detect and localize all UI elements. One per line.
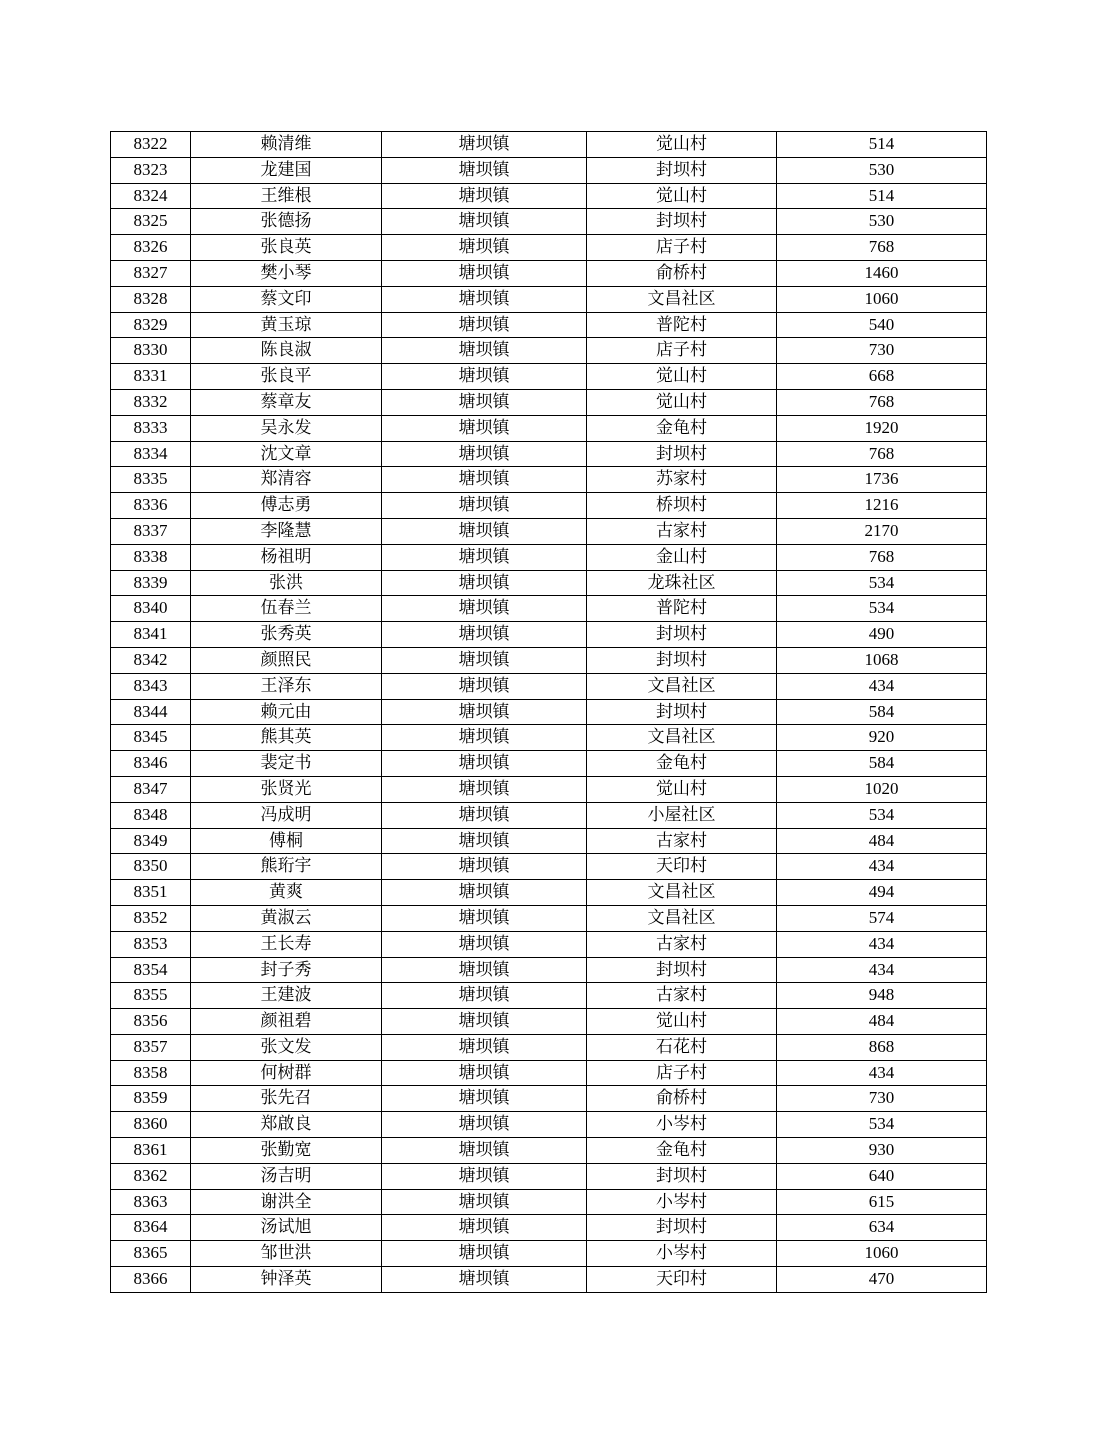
table-cell-id: 8359 (111, 1086, 191, 1112)
table-cell-village: 俞桥村 (587, 260, 777, 286)
table-cell-amount: 540 (777, 312, 987, 338)
table-row (111, 828, 987, 854)
table-row (111, 338, 987, 364)
table-row (111, 725, 987, 751)
table-cell-name: 王建波 (191, 983, 382, 1009)
table-cell-village: 封坝村 (587, 209, 777, 235)
table-cell-village: 文昌社区 (587, 286, 777, 312)
table-cell-village: 天印村 (587, 854, 777, 880)
table-cell-town: 塘坝镇 (382, 1060, 587, 1086)
table-row (111, 1138, 987, 1164)
table-cell-town: 塘坝镇 (382, 415, 587, 441)
table-row (111, 1241, 987, 1267)
table-cell-village: 觉山村 (587, 183, 777, 209)
table-cell-village: 古家村 (587, 518, 777, 544)
table-cell-village: 金龟村 (587, 415, 777, 441)
table-cell-village: 文昌社区 (587, 880, 777, 906)
table-cell-village: 俞桥村 (587, 1086, 777, 1112)
table-cell-village: 石花村 (587, 1034, 777, 1060)
table-cell-name: 蔡章友 (191, 389, 382, 415)
table-row (111, 235, 987, 261)
table-cell-id: 8322 (111, 132, 191, 158)
table-cell-name: 张文发 (191, 1034, 382, 1060)
table-cell-name: 颜祖碧 (191, 1009, 382, 1035)
table-cell-town: 塘坝镇 (382, 1034, 587, 1060)
table-row (111, 880, 987, 906)
table-cell-name: 邹世洪 (191, 1241, 382, 1267)
table-cell-name: 王维根 (191, 183, 382, 209)
table-cell-name: 赖清维 (191, 132, 382, 158)
table-cell-amount: 514 (777, 183, 987, 209)
table-row (111, 622, 987, 648)
table-cell-amount: 530 (777, 209, 987, 235)
table-cell-amount: 634 (777, 1215, 987, 1241)
table-row (111, 802, 987, 828)
table-row (111, 157, 987, 183)
table-cell-id: 8331 (111, 364, 191, 390)
table-cell-name: 傅志勇 (191, 493, 382, 519)
table-cell-town: 塘坝镇 (382, 570, 587, 596)
table-cell-id: 8348 (111, 802, 191, 828)
table-cell-town: 塘坝镇 (382, 776, 587, 802)
table-row (111, 1163, 987, 1189)
table-cell-name: 冯成明 (191, 802, 382, 828)
table-cell-id: 8349 (111, 828, 191, 854)
table-cell-name: 张德扬 (191, 209, 382, 235)
table-cell-village: 封坝村 (587, 1215, 777, 1241)
table-row (111, 183, 987, 209)
table-cell-name: 汤吉明 (191, 1163, 382, 1189)
table-cell-name: 张勤宽 (191, 1138, 382, 1164)
table-cell-id: 8365 (111, 1241, 191, 1267)
table-row (111, 957, 987, 983)
table-cell-village: 店子村 (587, 1060, 777, 1086)
table-cell-amount: 534 (777, 1112, 987, 1138)
table-cell-town: 塘坝镇 (382, 699, 587, 725)
table-cell-town: 塘坝镇 (382, 725, 587, 751)
table-cell-amount: 484 (777, 1009, 987, 1035)
table-row (111, 132, 987, 158)
table-cell-name: 吴永发 (191, 415, 382, 441)
table-cell-name: 谢洪全 (191, 1189, 382, 1215)
table-cell-village: 桥坝村 (587, 493, 777, 519)
table-cell-name: 张良平 (191, 364, 382, 390)
table-cell-name: 张洪 (191, 570, 382, 596)
table-cell-town: 塘坝镇 (382, 518, 587, 544)
table-cell-town: 塘坝镇 (382, 260, 587, 286)
table-cell-amount: 1920 (777, 415, 987, 441)
table-cell-town: 塘坝镇 (382, 596, 587, 622)
table-cell-name: 张先召 (191, 1086, 382, 1112)
table-cell-id: 8333 (111, 415, 191, 441)
table-cell-amount: 1068 (777, 647, 987, 673)
table-cell-name: 汤试旭 (191, 1215, 382, 1241)
table-row (111, 776, 987, 802)
table-cell-village: 小岑村 (587, 1112, 777, 1138)
table-cell-town: 塘坝镇 (382, 312, 587, 338)
table-cell-town: 塘坝镇 (382, 905, 587, 931)
table-cell-town: 塘坝镇 (382, 132, 587, 158)
table-cell-town: 塘坝镇 (382, 493, 587, 519)
table-cell-village: 小岑村 (587, 1189, 777, 1215)
table-row (111, 209, 987, 235)
table-cell-town: 塘坝镇 (382, 338, 587, 364)
table-cell-town: 塘坝镇 (382, 1138, 587, 1164)
table-cell-id: 8323 (111, 157, 191, 183)
table-cell-amount: 1216 (777, 493, 987, 519)
table-cell-town: 塘坝镇 (382, 1267, 587, 1293)
table-cell-town: 塘坝镇 (382, 235, 587, 261)
table-cell-town: 塘坝镇 (382, 880, 587, 906)
table-cell-town: 塘坝镇 (382, 673, 587, 699)
table-row (111, 931, 987, 957)
table-cell-town: 塘坝镇 (382, 1215, 587, 1241)
table-cell-name: 封子秀 (191, 957, 382, 983)
table-cell-name: 张秀英 (191, 622, 382, 648)
table-cell-town: 塘坝镇 (382, 467, 587, 493)
table-row (111, 415, 987, 441)
table-cell-id: 8341 (111, 622, 191, 648)
table-cell-amount: 768 (777, 544, 987, 570)
table-cell-name: 张良英 (191, 235, 382, 261)
table-cell-id: 8325 (111, 209, 191, 235)
table-row (111, 364, 987, 390)
table-cell-amount: 1460 (777, 260, 987, 286)
table-cell-amount: 494 (777, 880, 987, 906)
table-cell-id: 8346 (111, 751, 191, 777)
table-cell-town: 塘坝镇 (382, 751, 587, 777)
table-cell-village: 普陀村 (587, 596, 777, 622)
table-cell-id: 8332 (111, 389, 191, 415)
table-cell-id: 8328 (111, 286, 191, 312)
table-cell-amount: 920 (777, 725, 987, 751)
table-cell-village: 觉山村 (587, 364, 777, 390)
table-row (111, 260, 987, 286)
table-cell-name: 郑啟良 (191, 1112, 382, 1138)
table-row (111, 1034, 987, 1060)
table-cell-village: 封坝村 (587, 622, 777, 648)
table-cell-amount: 1020 (777, 776, 987, 802)
table-cell-town: 塘坝镇 (382, 209, 587, 235)
table-cell-town: 塘坝镇 (382, 1009, 587, 1035)
table-row (111, 647, 987, 673)
table-cell-village: 古家村 (587, 983, 777, 1009)
table-cell-village: 小屋社区 (587, 802, 777, 828)
table-row (111, 854, 987, 880)
table-cell-name: 李隆慧 (191, 518, 382, 544)
table-cell-id: 8340 (111, 596, 191, 622)
table-cell-amount: 868 (777, 1034, 987, 1060)
table-cell-id: 8360 (111, 1112, 191, 1138)
table-cell-id: 8350 (111, 854, 191, 880)
table-cell-name: 樊小琴 (191, 260, 382, 286)
table-cell-village: 觉山村 (587, 1009, 777, 1035)
table-cell-amount: 434 (777, 931, 987, 957)
table-cell-name: 熊其英 (191, 725, 382, 751)
table-cell-village: 金山村 (587, 544, 777, 570)
table-cell-village: 觉山村 (587, 132, 777, 158)
table-cell-name: 何树群 (191, 1060, 382, 1086)
table-cell-name: 裴定书 (191, 751, 382, 777)
table-cell-town: 塘坝镇 (382, 1189, 587, 1215)
table-cell-village: 古家村 (587, 828, 777, 854)
table-cell-amount: 584 (777, 699, 987, 725)
table-cell-name: 熊珩宇 (191, 854, 382, 880)
table-cell-id: 8356 (111, 1009, 191, 1035)
table-row (111, 1267, 987, 1293)
table-cell-amount: 490 (777, 622, 987, 648)
table-cell-amount: 1060 (777, 1241, 987, 1267)
table-cell-name: 颜照民 (191, 647, 382, 673)
table-cell-amount: 434 (777, 854, 987, 880)
table-cell-town: 塘坝镇 (382, 828, 587, 854)
table-cell-id: 8327 (111, 260, 191, 286)
table-row (111, 467, 987, 493)
table-row (111, 286, 987, 312)
table-cell-village: 古家村 (587, 931, 777, 957)
table-row (111, 1112, 987, 1138)
subsidy-table (110, 131, 987, 1293)
table-cell-amount: 514 (777, 132, 987, 158)
table-cell-id: 8352 (111, 905, 191, 931)
table-cell-town: 塘坝镇 (382, 544, 587, 570)
table-cell-id: 8343 (111, 673, 191, 699)
table-cell-village: 封坝村 (587, 699, 777, 725)
table-cell-village: 店子村 (587, 235, 777, 261)
table-cell-town: 塘坝镇 (382, 1112, 587, 1138)
table-cell-id: 8362 (111, 1163, 191, 1189)
table-cell-amount: 615 (777, 1189, 987, 1215)
table-row (111, 389, 987, 415)
table-row (111, 1060, 987, 1086)
table-cell-amount: 1060 (777, 286, 987, 312)
table-cell-id: 8338 (111, 544, 191, 570)
table-cell-id: 8326 (111, 235, 191, 261)
table-cell-amount: 1736 (777, 467, 987, 493)
table-cell-amount: 768 (777, 441, 987, 467)
table-row (111, 905, 987, 931)
table-row (111, 1086, 987, 1112)
table-row (111, 518, 987, 544)
table-cell-village: 普陀村 (587, 312, 777, 338)
table-cell-amount: 484 (777, 828, 987, 854)
table-cell-name: 沈文章 (191, 441, 382, 467)
table-cell-id: 8324 (111, 183, 191, 209)
table-cell-town: 塘坝镇 (382, 183, 587, 209)
table-cell-village: 龙珠社区 (587, 570, 777, 596)
table-cell-id: 8347 (111, 776, 191, 802)
table-cell-id: 8342 (111, 647, 191, 673)
table-cell-amount: 470 (777, 1267, 987, 1293)
table-cell-amount: 530 (777, 157, 987, 183)
table-cell-id: 8366 (111, 1267, 191, 1293)
table-cell-name: 蔡文印 (191, 286, 382, 312)
table-cell-id: 8339 (111, 570, 191, 596)
table-cell-amount: 948 (777, 983, 987, 1009)
table-row (111, 441, 987, 467)
table-cell-town: 塘坝镇 (382, 286, 587, 312)
table-cell-town: 塘坝镇 (382, 364, 587, 390)
table-cell-amount: 434 (777, 957, 987, 983)
table-cell-village: 金龟村 (587, 751, 777, 777)
table-cell-id: 8345 (111, 725, 191, 751)
table-row (111, 1189, 987, 1215)
table-cell-id: 8344 (111, 699, 191, 725)
table-cell-id: 8334 (111, 441, 191, 467)
table-cell-town: 塘坝镇 (382, 157, 587, 183)
table-cell-name: 傅桐 (191, 828, 382, 854)
table-cell-id: 8361 (111, 1138, 191, 1164)
table-cell-name: 黄玉琼 (191, 312, 382, 338)
table-cell-id: 8355 (111, 983, 191, 1009)
table-cell-id: 8335 (111, 467, 191, 493)
table-row (111, 1009, 987, 1035)
table-cell-town: 塘坝镇 (382, 1163, 587, 1189)
table-cell-village: 文昌社区 (587, 673, 777, 699)
table-cell-id: 8354 (111, 957, 191, 983)
table-cell-village: 苏家村 (587, 467, 777, 493)
table-cell-id: 8357 (111, 1034, 191, 1060)
table-cell-village: 封坝村 (587, 957, 777, 983)
table-cell-name: 黄淑云 (191, 905, 382, 931)
table-cell-amount: 768 (777, 235, 987, 261)
table-cell-id: 8337 (111, 518, 191, 544)
table-cell-name: 杨祖明 (191, 544, 382, 570)
table-cell-village: 小岑村 (587, 1241, 777, 1267)
table-cell-town: 塘坝镇 (382, 802, 587, 828)
table-cell-amount: 434 (777, 673, 987, 699)
table-cell-amount: 2170 (777, 518, 987, 544)
table-body (111, 132, 987, 1293)
table-cell-name: 郑清容 (191, 467, 382, 493)
table-cell-amount: 930 (777, 1138, 987, 1164)
table-cell-village: 觉山村 (587, 389, 777, 415)
table-row (111, 673, 987, 699)
table-cell-id: 8336 (111, 493, 191, 519)
table-cell-town: 塘坝镇 (382, 647, 587, 673)
table-cell-name: 黄爽 (191, 880, 382, 906)
table-row (111, 699, 987, 725)
table-cell-amount: 534 (777, 596, 987, 622)
table-cell-town: 塘坝镇 (382, 1241, 587, 1267)
table-cell-amount: 534 (777, 802, 987, 828)
table-row (111, 1215, 987, 1241)
table-cell-town: 塘坝镇 (382, 931, 587, 957)
table-cell-village: 金龟村 (587, 1138, 777, 1164)
table-cell-village: 封坝村 (587, 647, 777, 673)
table-cell-id: 8353 (111, 931, 191, 957)
table-cell-town: 塘坝镇 (382, 854, 587, 880)
table-row (111, 751, 987, 777)
table-cell-id: 8358 (111, 1060, 191, 1086)
table-cell-id: 8330 (111, 338, 191, 364)
table-cell-amount: 730 (777, 338, 987, 364)
table-cell-village: 封坝村 (587, 157, 777, 183)
table-cell-amount: 534 (777, 570, 987, 596)
table-row (111, 983, 987, 1009)
table-cell-name: 龙建国 (191, 157, 382, 183)
table-row (111, 596, 987, 622)
table-cell-name: 赖元由 (191, 699, 382, 725)
table-cell-village: 文昌社区 (587, 725, 777, 751)
table-cell-name: 王长寿 (191, 931, 382, 957)
table-cell-amount: 584 (777, 751, 987, 777)
table-cell-amount: 434 (777, 1060, 987, 1086)
table-cell-amount: 668 (777, 364, 987, 390)
table-cell-id: 8329 (111, 312, 191, 338)
table-cell-amount: 768 (777, 389, 987, 415)
table-cell-town: 塘坝镇 (382, 983, 587, 1009)
table-cell-town: 塘坝镇 (382, 622, 587, 648)
table-cell-name: 王泽东 (191, 673, 382, 699)
table-row (111, 570, 987, 596)
table-cell-amount: 574 (777, 905, 987, 931)
table-cell-name: 张贤光 (191, 776, 382, 802)
table-row (111, 544, 987, 570)
table-cell-id: 8363 (111, 1189, 191, 1215)
table-cell-town: 塘坝镇 (382, 441, 587, 467)
table-cell-id: 8364 (111, 1215, 191, 1241)
table-row (111, 493, 987, 519)
table-cell-village: 觉山村 (587, 776, 777, 802)
table-cell-town: 塘坝镇 (382, 1086, 587, 1112)
table-cell-town: 塘坝镇 (382, 389, 587, 415)
table-cell-village: 店子村 (587, 338, 777, 364)
table-cell-name: 钟泽英 (191, 1267, 382, 1293)
table-cell-village: 封坝村 (587, 1163, 777, 1189)
table-row (111, 312, 987, 338)
table-cell-amount: 640 (777, 1163, 987, 1189)
table-cell-id: 8351 (111, 880, 191, 906)
table-cell-village: 文昌社区 (587, 905, 777, 931)
table-cell-town: 塘坝镇 (382, 957, 587, 983)
table-cell-village: 封坝村 (587, 441, 777, 467)
table-cell-village: 天印村 (587, 1267, 777, 1293)
table-cell-name: 伍春兰 (191, 596, 382, 622)
table-cell-name: 陈良淑 (191, 338, 382, 364)
table-cell-amount: 730 (777, 1086, 987, 1112)
